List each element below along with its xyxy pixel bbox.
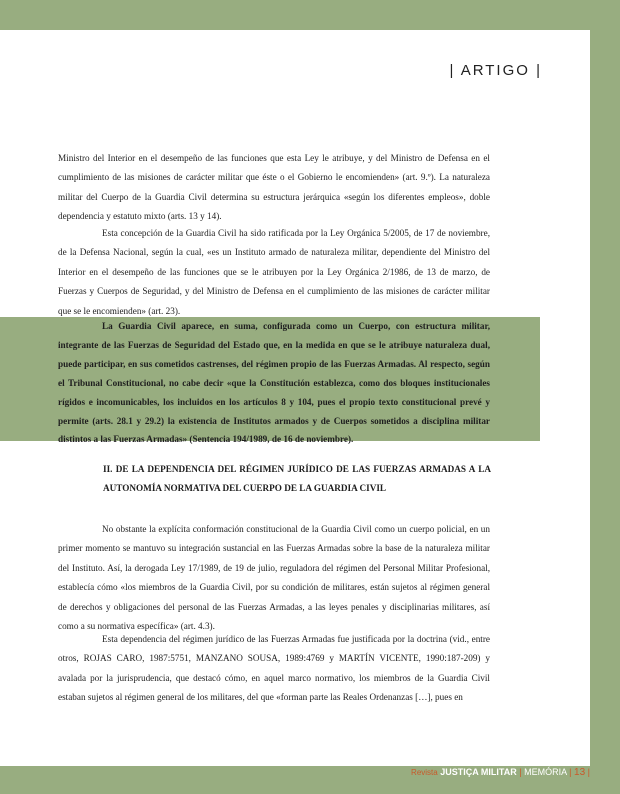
paragraph-1 [58,149,490,227]
footer-memoria: MEMÓRIA [524,767,567,777]
highlighted-paragraph-box [0,317,540,445]
paragraph-1-text: Ministro del Interior en el desempeño de las funciones que esta Ley le atribuye, y del Ministro de Defensa en el cumplimiento de las misiones de carácter militar que éste o el Gobierno le encomienden» (art. 9.º). La naturaleza militar del Cuerpo de la Guardia Civil determina su estructura jerárquica «según los diferentes empleos», doble dependencia y estatuto mixto (arts. 13 y 14). [58,153,490,222]
page-number: 13 [574,767,586,778]
footer-revista: Revista [411,768,438,777]
paragraph-3-text: La Guardia Civil aparece, en suma, configurada como un Cuerpo, con estructura militar, integrante de las Fuerzas de Seguridad del Estado que, en la medida en que se le atribuye naturaleza dual, puede participar, en sus cometidos castrenses, del régimen propio de las Fuerzas Armadas. Al respecto, según el Tribunal Constitucional, no cabe decir «que la Constitución establezca, como dos bloques institucionales rígidos e incomunicables, los incluidos en los artículos 8 y 104, pues el propio texto constitucional prevé y permite (arts. 28.1 y 29.2) la existencia de Institutos armados y de Cuerpos sometidos a disciplina militar distintos a las Fuerzas Armadas» (Sentencia 194/1989, de 16 de noviembre). [58,321,490,445]
paragraph-2-text: Esta concepción de la Guardia Civil ha sido ratificada por la Ley Orgánica 5/2005, de 17 de noviembre, de la Defensa Nacional, según la cual, «es un Instituto armado de naturaleza militar, dependiente del Ministro del Interior en el desempeño de las funciones que se le atribuyen por la Ley Orgánica 2/1986, de 13 de marzo, de Fuerzas y Cuerpos de Seguridad, y del Ministro de Defensa en el cumplimiento de las misiones de carácter militar que se le encomienden» (art. 23). [58,228,490,316]
section-heading: II. DE LA DEPENDENCIA DEL RÉGIMEN JURÍDICO DE LAS FUERZAS ARMADAS A LA AUTONOMÍA NORMATIVA DEL CUERPO DE LA GUARDIA CIVIL [103,464,491,493]
paragraph-5-text: Esta dependencia del régimen jurídico de las Fuerzas Armadas fue justificada por la doctrina (vid., entre otros, ROJAS CARO, 1987:5751, MANZANO SOUSA, 1989:4769 y MARTÍN VICENTE, 1990:187-209) y avalada por la jurisprudencia, que destacó cómo, en aquel marco normativo, los miembros de la Guardia Civil estaban sujetos al régimen general de los militares, del que «forman parte las Reales Ordenanzas […], pues en [58,634,490,703]
paragraph-4-text: No obstante la explícita conformación constitucional de la Guardia Civil como un cuerpo policial, en un primer momento se mantuvo su integración sustancial en las Fuerzas Armadas sobre la base de la naturaleza militar del Instituto. Así, la derogada Ley 17/1989, de 19 de julio, reguladora del régimen del Personal Militar Profesional, establecía cómo «los miembros de la Guardia Civil, por su condición de militares, están sujetos al régimen general de derechos y obligaciones del personal de las Fuerzas Armadas, a las leyes penales y disciplinarias militares, así como a su normativa específica» (art. 4.3). [58,524,490,632]
footer-separator-2: | [569,767,572,777]
paragraph-5 [58,630,490,708]
page-footer [411,767,590,778]
footer-journal-name: JUSTIÇA MILITAR [440,767,517,777]
paragraph-3 [58,317,490,449]
paragraph-4 [58,520,490,636]
footer-separator: | [519,767,522,777]
section-label: | ARTIGO | [449,62,542,79]
paragraph-2 [58,224,490,321]
footer-separator-3: | [587,767,590,777]
